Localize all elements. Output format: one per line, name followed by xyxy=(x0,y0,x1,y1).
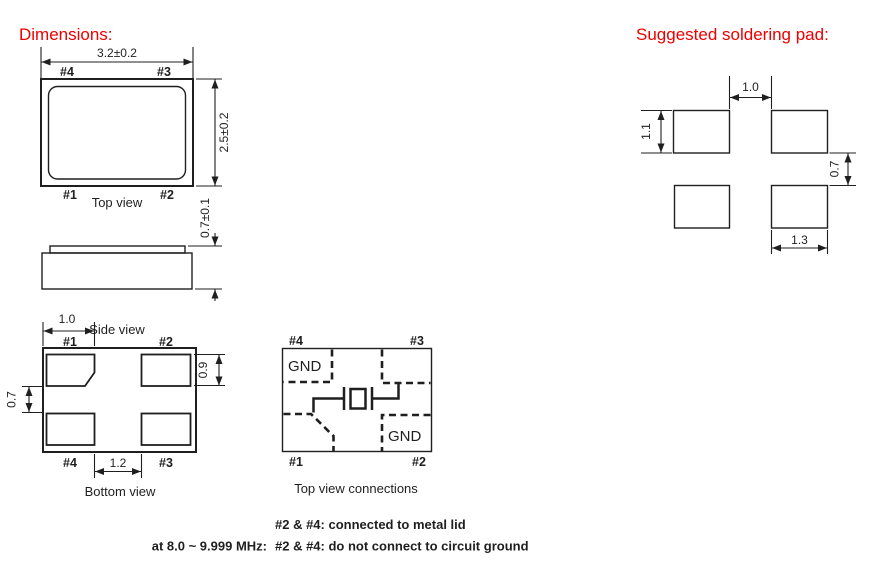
bottom-view-pad-width-dim-label: 1.0 xyxy=(58,312,76,326)
bottom-view-pad2-label: #2 xyxy=(159,335,173,349)
bottom-view-caption: Bottom view xyxy=(84,484,156,499)
note-line2-prefix: at 8.0 ~ 9.999 MHz: xyxy=(151,538,267,554)
top-view-body-outline xyxy=(41,79,193,186)
bottom-view-outline xyxy=(43,348,196,452)
top-view-pad1-label: #1 xyxy=(63,188,77,202)
side-view-body-outline xyxy=(42,253,192,289)
dimensions-heading: Dimensions: xyxy=(19,25,113,44)
connections-quadrant-top-right-boundary xyxy=(382,350,431,384)
soldering-pad-top-left xyxy=(674,111,730,154)
connections-pad2-label: #2 xyxy=(412,455,426,469)
connections-view xyxy=(283,334,432,496)
connections-gnd-bottom-right-label: GND xyxy=(388,428,422,445)
side-view-caption: Side view xyxy=(89,322,145,337)
crystal-symbol xyxy=(314,384,399,413)
connections-pad4-label: #4 xyxy=(289,334,303,348)
bottom-view-pad4 xyxy=(47,414,95,446)
bottom-view-pad3 xyxy=(142,414,191,446)
note-line2: #2 & #4: do not connect to circuit ground xyxy=(275,538,529,554)
bottom-view xyxy=(5,312,226,499)
connections-pad1-label: #1 xyxy=(289,455,303,469)
soldering-pad-height-dim-label: 1.1 xyxy=(639,123,653,140)
top-view-lid-outline xyxy=(49,87,186,180)
soldering-pad-bottom-right xyxy=(772,186,828,229)
top-view-pad2-label: #2 xyxy=(160,188,174,202)
soldering-pad-top-right xyxy=(772,111,828,154)
note-line1: #2 & #4: connected to metal lid xyxy=(275,517,466,532)
side-view-lid-outline xyxy=(50,246,185,253)
soldering-side-gap-dim-label: 0.7 xyxy=(827,160,842,178)
bottom-view-row-gap-dim-label: 0.7 xyxy=(4,391,19,408)
bottom-view-pad1-label: #1 xyxy=(63,335,77,349)
bottom-view-pad-height-dim-label: 0.9 xyxy=(196,361,210,379)
bottom-view-pad2 xyxy=(142,355,191,387)
side-view-thickness-dimension xyxy=(188,233,222,301)
soldering-top-gap-dim-label: 1.0 xyxy=(742,80,759,94)
side-view-thickness-dim-label: 0.7±0.1 xyxy=(198,198,212,238)
top-view xyxy=(41,46,231,210)
bottom-view-pad1-chamfered xyxy=(47,355,95,387)
connections-caption: Top view connections xyxy=(294,481,418,496)
soldering-pad-view xyxy=(639,76,856,254)
connections-pad3-label: #3 xyxy=(410,334,424,348)
bottom-view-pad4-label: #4 xyxy=(63,456,77,470)
top-view-pad4-label: #4 xyxy=(60,65,74,79)
top-view-pad3-label: #3 xyxy=(157,65,171,79)
soldering-pad-heading: Suggested soldering pad: xyxy=(636,25,829,44)
bottom-view-col-gap-dim-label: 1.2 xyxy=(109,456,127,470)
soldering-pad-bottom-left xyxy=(675,186,730,229)
top-view-caption: Top view xyxy=(91,195,143,210)
notes xyxy=(152,517,529,554)
bottom-view-pad3-label: #3 xyxy=(159,456,173,470)
connections-quadrant-bottom-left-boundary xyxy=(284,414,334,451)
soldering-pad-width-dim-label: 1.3 xyxy=(791,233,808,247)
top-view-width-dim-label: 3.2±0.2 xyxy=(97,46,137,60)
bottom-view-row-gap-dimension xyxy=(22,387,44,413)
connections-gnd-top-left-label: GND xyxy=(288,358,322,375)
top-view-height-dim-label: 2.5±0.2 xyxy=(217,112,231,153)
